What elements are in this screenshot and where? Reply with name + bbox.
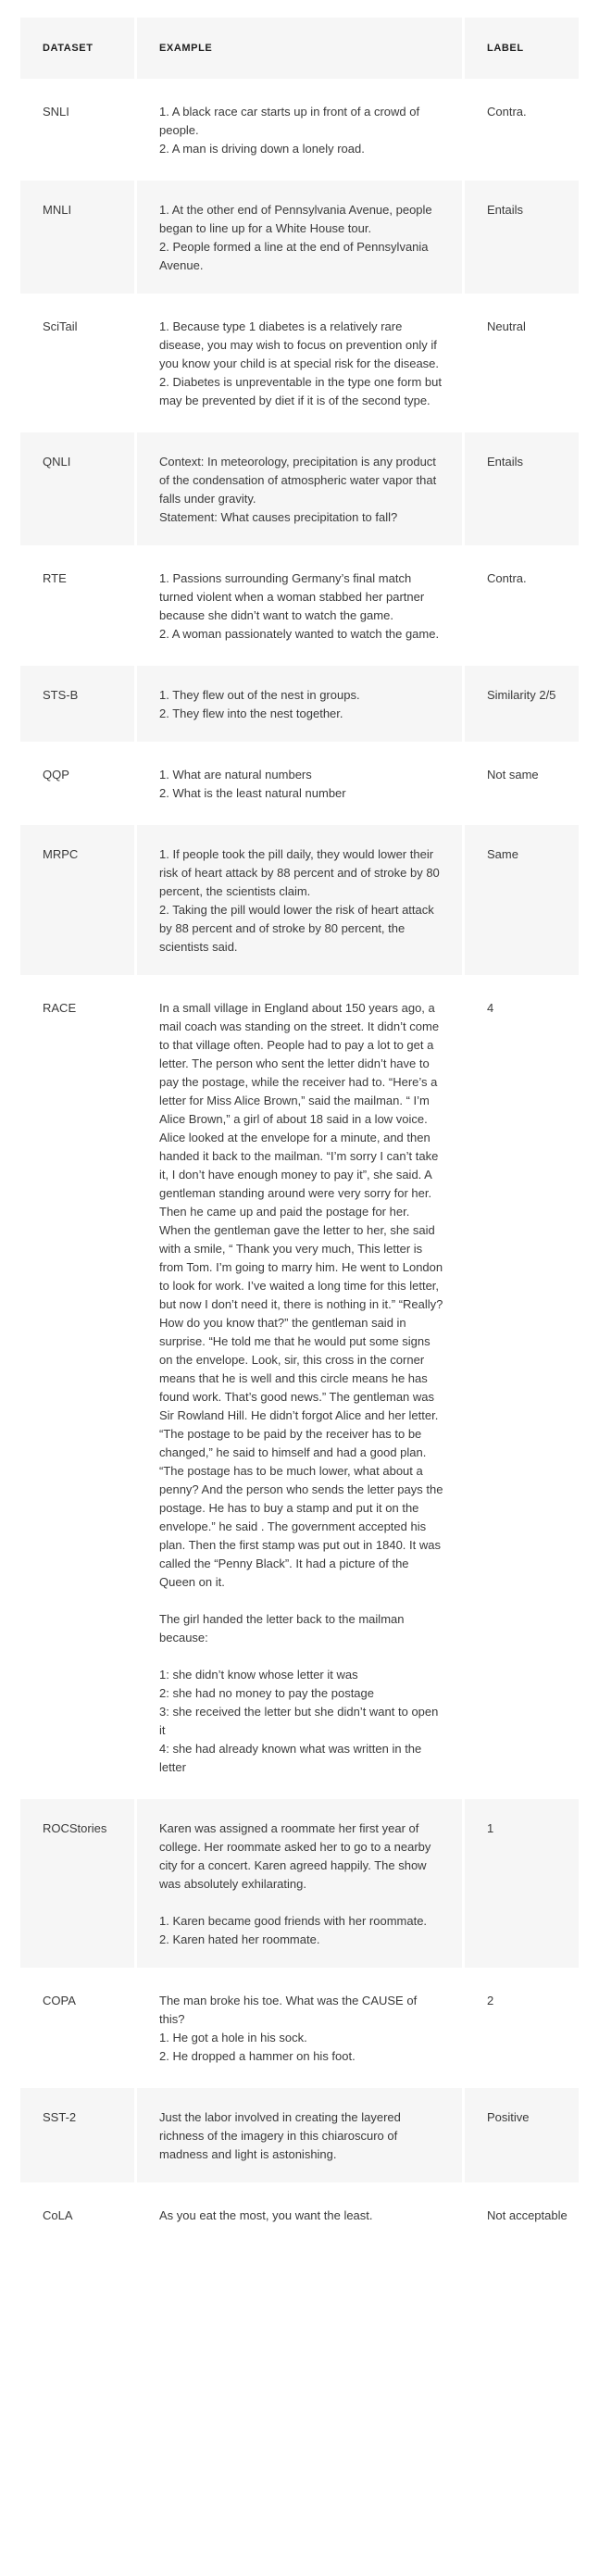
dataset-name-cell: CoLA: [20, 2186, 137, 2244]
example-line: In a small village in England about 150 years ago, a mail coach was standing on the street. It didn’t come to that village often. People had to pay a lot to get a letter. The person who sent the letter didn’t have to pay the postage, while the receiver had to. “Here’s a letter for Miss Alice Brown,” said the mailman. “ I’m Alice Brown,” a girl of about 18 said in a low voice. Alice looked at the envelope for a minute, and then handed it back to the mailman. “I’m sorry I can’t take it, I don’t have enough money to pay it”, she said. A gentleman standing around were very sorry for her. Then he came up and paid the postage for her. When the gentleman gave the letter to her, she said with a smile, “ Thank you very much, This letter is from Tom. I’m going to marry him. He went to London to look for work. I’ve waited a long time for this letter, but now I don’t need it, there is nothing in it.” “Really? How do you know that?” the gentleman said in surprise. “He told me that he would put some signs on the envelope. Look, sir, this cross in the corner means that he is well and this circle means he has found work. That’s good news.” The gentleman was Sir Rowland Hill. He didn’t forgot Alice and her letter. “The postage to be paid by the receiver has to be changed,” he said to himself and had a good plan. “The postage has to be much lower, what about a penny? And the person who sends the letter pays the postage. He has to buy a stamp and put it on the envelope.” he said . The government accepted his plan. Then the first stamp was put out in 1840. It was called the “Penny Black”. It had a picture of the Queen on it.: [159, 1001, 443, 1589]
label-cell: Entails: [465, 432, 579, 545]
example-line: Context: In meteorology, precipitation is any product of the condensation of atmospheric water vapor that falls under gravity.: [159, 455, 437, 506]
label-cell: Similarity 2/5: [465, 666, 579, 742]
label-cell: Not same: [465, 745, 579, 821]
example-line: 1. At the other end of Pennsylvania Avenue, people began to line up for a White House tour.: [159, 203, 432, 235]
paragraph-gap: [159, 1647, 443, 1666]
example-line: 2. He dropped a hammer on his foot.: [159, 2049, 356, 2063]
table-row: [20, 2186, 579, 2244]
example-line: 3: she received the letter but she didn’t want to open it: [159, 1705, 439, 1737]
paragraph-gap: [159, 1592, 443, 1610]
column-header-example: EXAMPLE: [137, 18, 465, 79]
example-line: 1. Passions surrounding Germany’s final match turned violent when a woman stabbed her partner because she didn’t want to watch the game.: [159, 571, 425, 622]
table-row: [20, 432, 579, 545]
label-cell: Same: [465, 825, 579, 975]
label-cell: Neutral: [465, 297, 579, 429]
label-cell: Not acceptable: [465, 2186, 579, 2244]
dataset-name-cell: STS-B: [20, 666, 137, 742]
dataset-name-cell: SST-2: [20, 2088, 137, 2182]
example-line: 1. Karen became good friends with her roommate.: [159, 1914, 428, 1928]
table-row: [20, 82, 579, 177]
paragraph-gap: [159, 1894, 443, 1912]
example-cell: [137, 1799, 465, 1968]
dataset-name-cell: SciTail: [20, 297, 137, 429]
example-line: 2: she had no money to pay the postage: [159, 1686, 375, 1700]
example-line: 1. They flew out of the nest in groups.: [159, 688, 360, 702]
example-line: 2. Taking the pill would lower the risk of heart attack by 88 percent and of stroke by 80 percent, the scientists said.: [159, 903, 434, 954]
label-cell: Contra.: [465, 82, 579, 177]
label-cell: Entails: [465, 181, 579, 294]
table-row: [20, 297, 579, 429]
label-cell: Contra.: [465, 549, 579, 662]
example-cell: [137, 549, 465, 662]
example-line: 1. What are natural numbers: [159, 768, 312, 782]
table-row: [20, 666, 579, 742]
example-cell: [137, 2088, 465, 2182]
example-line: 1. He got a hole in his sock.: [159, 2031, 307, 2045]
example-line: 1: she didn’t know whose letter it was: [159, 1668, 358, 1682]
label-cell: Positive: [465, 2088, 579, 2182]
label-cell: 1: [465, 1799, 579, 1968]
example-line: Karen was assigned a roommate her first year of college. Her roommate asked her to go to a nearby city for a concert. Karen agreed happily. The show was absolutely exhilarating.: [159, 1821, 431, 1891]
header-row: [20, 18, 579, 79]
table-row: [20, 745, 579, 821]
column-header-dataset: DATASET: [20, 18, 137, 79]
example-line: Just the labor involved in creating the layered richness of the imagery in this chiaroscuro of madness and light is astonishing.: [159, 2110, 401, 2161]
column-header-label: LABEL: [465, 18, 579, 79]
dataset-name-cell: QQP: [20, 745, 137, 821]
dataset-name-cell: MRPC: [20, 825, 137, 975]
table-row: [20, 979, 579, 1795]
example-line: 1. Because type 1 diabetes is a relatively rare disease, you may wish to focus on prevention only if you know your child is at special risk for the disease.: [159, 319, 440, 370]
label-cell: 4: [465, 979, 579, 1795]
example-line: The girl handed the letter back to the mailman because:: [159, 1612, 405, 1644]
example-cell: [137, 181, 465, 294]
dataset-name-cell: RACE: [20, 979, 137, 1795]
example-cell: [137, 666, 465, 742]
label-cell: 2: [465, 1971, 579, 2084]
dataset-name-cell: MNLI: [20, 181, 137, 294]
example-line: 2. What is the least natural number: [159, 786, 346, 800]
table-header: [20, 18, 579, 79]
example-line: Statement: What causes precipitation to fall?: [159, 510, 398, 524]
example-line: As you eat the most, you want the least.: [159, 2208, 373, 2222]
table-row: [20, 1799, 579, 1968]
example-line: 2. People formed a line at the end of Pennsylvania Avenue.: [159, 240, 429, 272]
dataset-name-cell: RTE: [20, 549, 137, 662]
example-line: 1. If people took the pill daily, they would lower their risk of heart attack by 88 percent and of stroke by 80 percent, the scientists claim.: [159, 847, 440, 898]
table-row: [20, 181, 579, 294]
table-row: [20, 825, 579, 975]
example-line: 2. A woman passionately wanted to watch the game.: [159, 627, 440, 641]
table-row: [20, 549, 579, 662]
example-line: The man broke his toe. What was the CAUSE of this?: [159, 1994, 418, 2026]
example-cell: [137, 1971, 465, 2084]
table-row: [20, 1971, 579, 2084]
table-body: [20, 82, 579, 2244]
example-line: 2. Karen hated her roommate.: [159, 1932, 320, 1946]
dataset-examples-table: [20, 14, 579, 2247]
dataset-name-cell: COPA: [20, 1971, 137, 2084]
example-cell: [137, 432, 465, 545]
example-cell: [137, 979, 465, 1795]
example-line: 2. They flew into the nest together.: [159, 707, 343, 720]
table-row: [20, 2088, 579, 2182]
dataset-name-cell: ROCStories: [20, 1799, 137, 1968]
dataset-name-cell: SNLI: [20, 82, 137, 177]
example-line: 1. A black race car starts up in front of a crowd of people.: [159, 105, 420, 137]
example-cell: [137, 825, 465, 975]
example-cell: [137, 82, 465, 177]
example-line: 4: she had already known what was written in the letter: [159, 1742, 422, 1774]
example-line: 2. Diabetes is unpreventable in the type one form but may be prevented by diet if it is of the second type.: [159, 375, 442, 407]
example-cell: [137, 745, 465, 821]
example-cell: [137, 297, 465, 429]
dataset-name-cell: QNLI: [20, 432, 137, 545]
example-cell: [137, 2186, 465, 2244]
example-line: 2. A man is driving down a lonely road.: [159, 142, 365, 156]
